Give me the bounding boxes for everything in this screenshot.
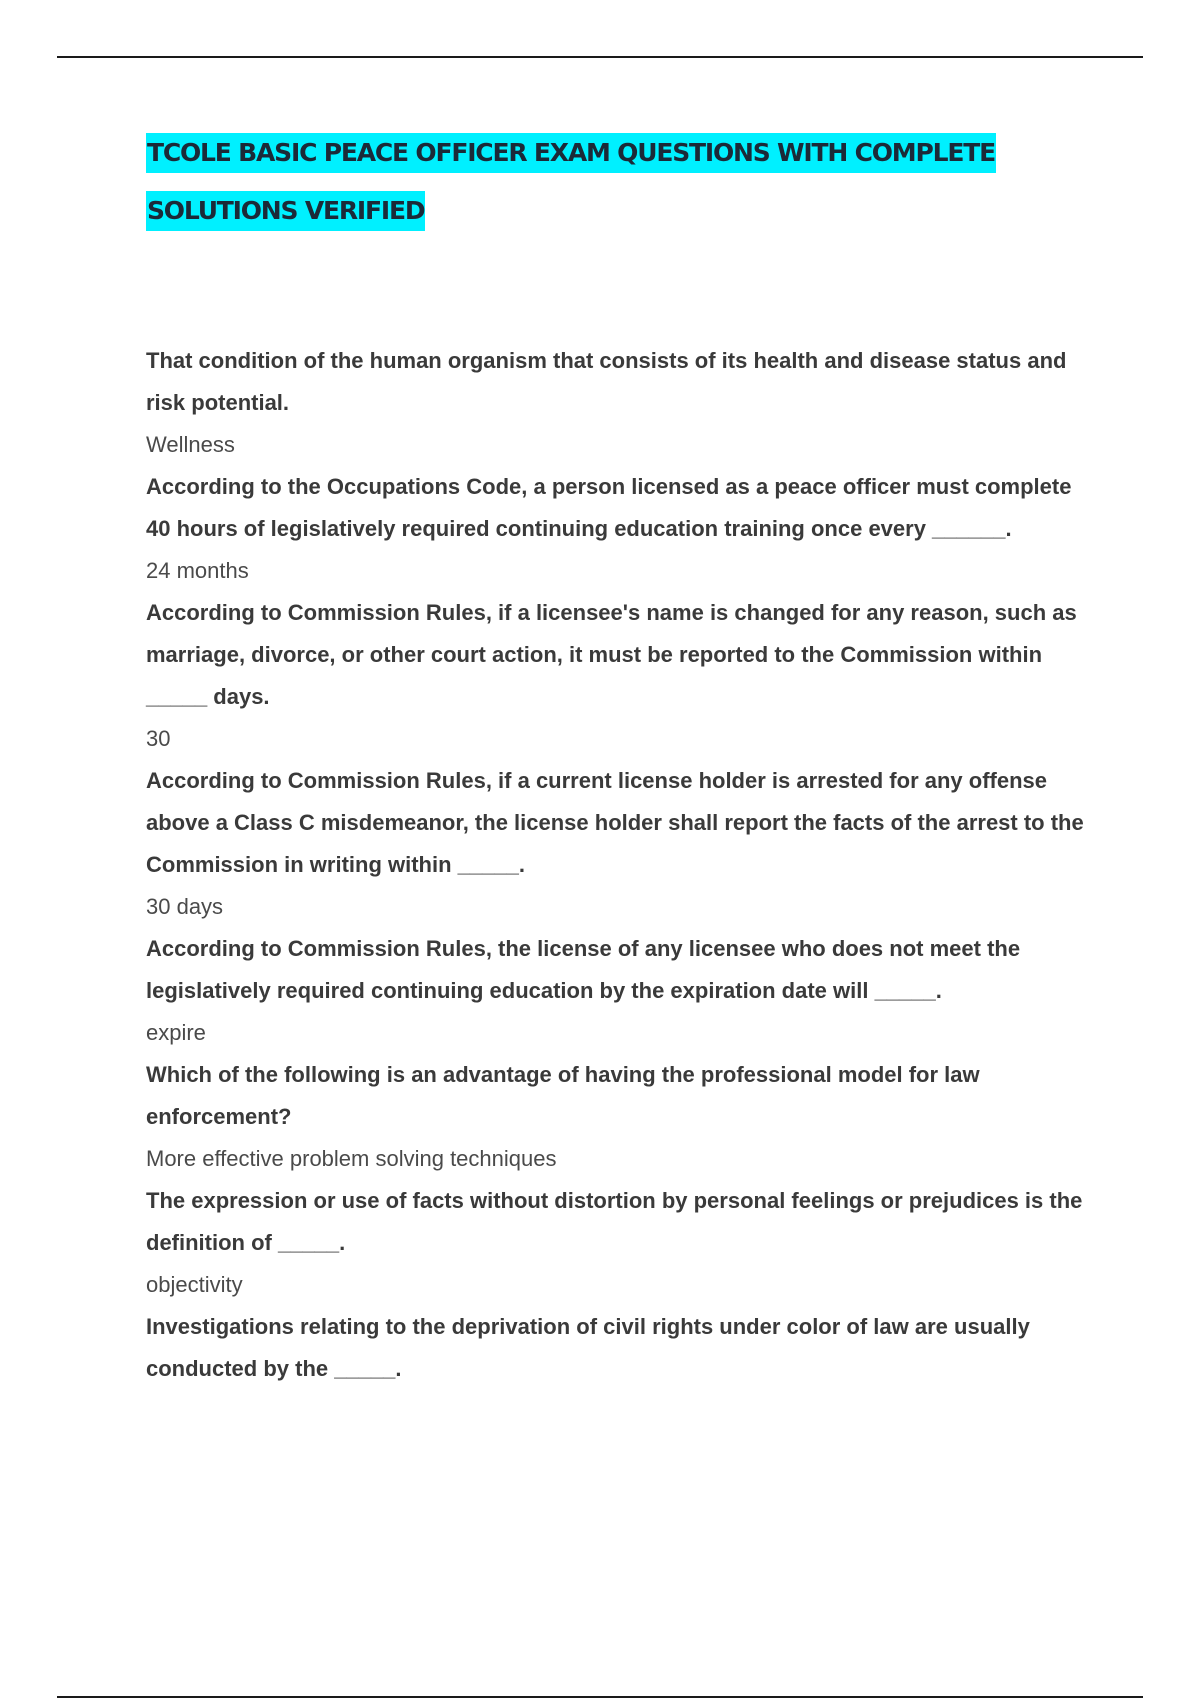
qa-item [146, 928, 1086, 1054]
question-text: Which of the following is an advantage of having the professional model for law enforcement? [146, 1062, 980, 1129]
header-rule [57, 56, 1143, 58]
answer-text: 30 days [146, 894, 224, 919]
qa-item [146, 1306, 1086, 1390]
answer-text: objectivity [146, 1272, 243, 1297]
title-line-1: TCOLE BASIC PEACE OFFICER EXAM QUESTIONS WITH COMPLETE [146, 133, 996, 173]
qa-item [146, 1054, 1086, 1180]
question-text: That condition of the human organism that consists of its health and disease status and risk potential. [146, 348, 1067, 415]
question-answer-list [146, 340, 1086, 1390]
question-text: The expression or use of facts without distortion by personal feelings or prejudices is the definition of _____. [146, 1188, 1083, 1255]
qa-item [146, 760, 1086, 928]
title-line-2: SOLUTIONS VERIFIED [146, 191, 425, 231]
answer-text: expire [146, 1020, 206, 1045]
answer-text: 24 months [146, 558, 249, 583]
qa-item [146, 1180, 1086, 1306]
qa-item [146, 592, 1086, 760]
document-title [146, 138, 1066, 254]
question-text: According to Commission Rules, the license of any licensee who does not meet the legislatively required continuing education by the expiration date will _____. [146, 936, 1021, 1003]
answer-text: Wellness [146, 432, 235, 457]
question-text: Investigations relating to the deprivation of civil rights under color of law are usually conducted by the _____. [146, 1314, 1030, 1381]
title-line-1-wrap [146, 138, 1066, 196]
qa-item [146, 340, 1086, 466]
question-text: According to the Occupations Code, a person licensed as a peace officer must complete 40 hours of legislatively required continuing education training once every ______. [146, 474, 1072, 541]
question-text: According to Commission Rules, if a current license holder is arrested for any offense above a Class C misdemeanor, the license holder shall report the facts of the arrest to the Commission in writing within _____. [146, 768, 1084, 877]
answer-text: More effective problem solving techniques [146, 1146, 557, 1171]
qa-item [146, 466, 1086, 592]
answer-text: 30 [146, 726, 171, 751]
question-text: According to Commission Rules, if a licensee's name is changed for any reason, such as marriage, divorce, or other court action, it must be reported to the Commission within _____ days. [146, 600, 1077, 709]
title-line-2-wrap [146, 196, 1066, 254]
footer-rule [57, 1696, 1143, 1698]
